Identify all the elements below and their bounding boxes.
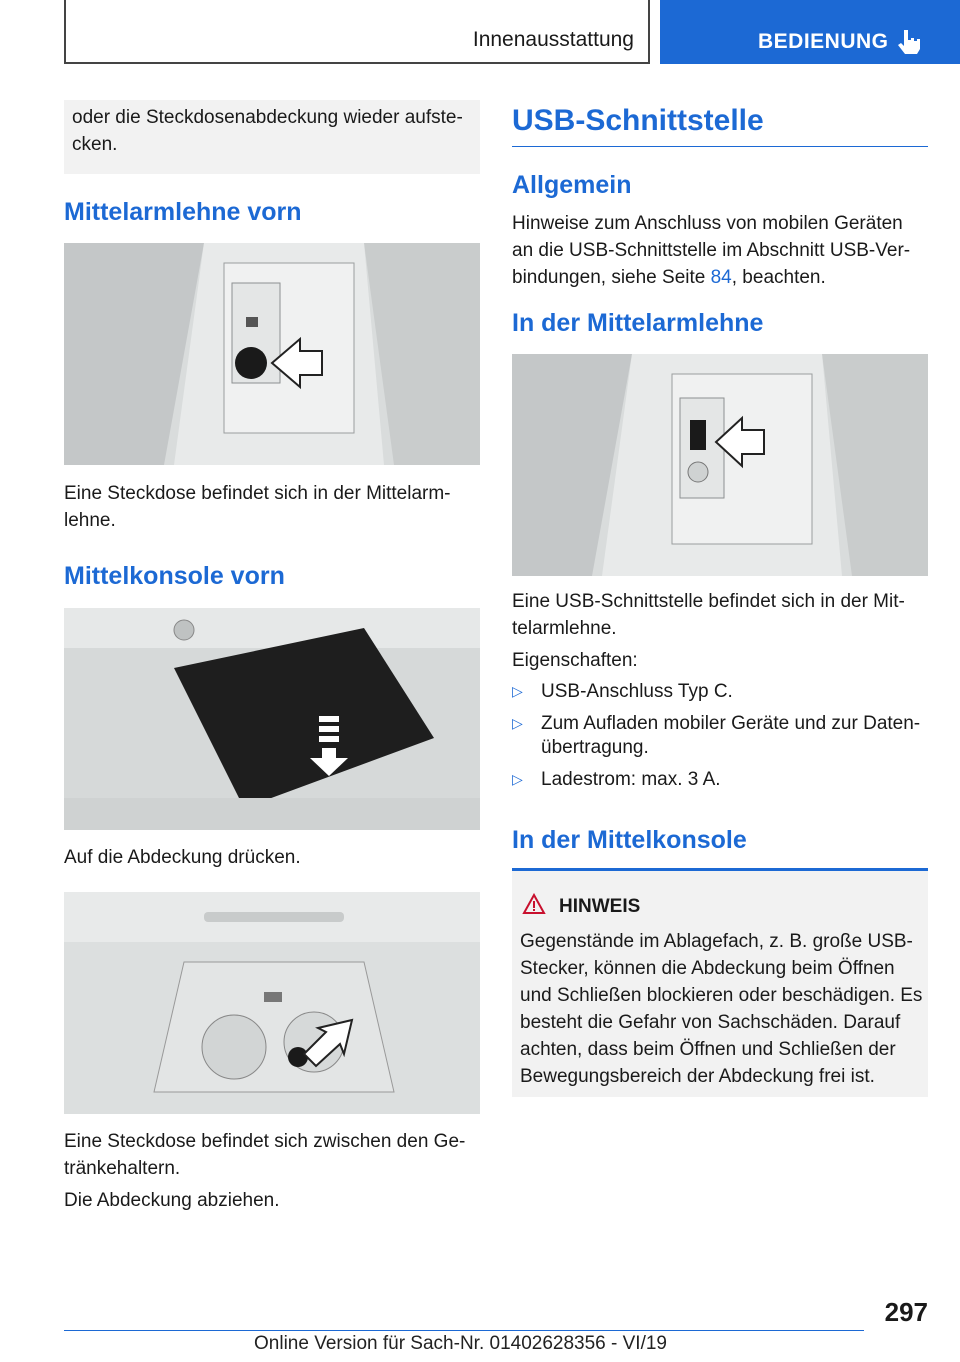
heading-center-console-front: Mittelkonsole vorn (64, 562, 285, 590)
armrest-usb-photo (512, 354, 928, 576)
cupholder-socket-photo (64, 892, 480, 1114)
notice-line: Gegenstände im Ablagefach, z. B. große USB- (520, 931, 913, 952)
header-section-title: Innenausstattung (472, 28, 634, 51)
online-version-note: Online Version für Sach-Nr. 01402628356 - VI/19 (254, 1333, 667, 1354)
properties-label: Eigenschaften: (512, 650, 638, 671)
cupholder-caption-line-2: tränkehaltern. (64, 1158, 181, 1179)
heading-in-center-console: In der Mittelkonsole (512, 826, 747, 854)
console-caption: Auf die Abdeckung drücken. (64, 847, 301, 868)
bullet-triangle-icon: ▷ (512, 771, 523, 787)
armrest-socket-photo (64, 243, 480, 465)
console-cover-photo (64, 608, 480, 830)
bullet-triangle-icon: ▷ (512, 683, 523, 699)
heading-armrest-front: Mittelarmlehne vorn (64, 198, 302, 226)
armrest-caption-line-1: Eine Steckdose befindet sich in der Mittelarm- (64, 483, 451, 504)
bullet-item: Ladestrom: max. 3 A. (541, 769, 721, 790)
header-chapter-title: BEDIENUNG (758, 30, 889, 53)
header-section-tab (64, 0, 650, 64)
page-reference-link[interactable]: 84 (710, 267, 732, 288)
general-text-line-3 (512, 264, 826, 291)
bullet-item: Zum Aufladen mobiler Geräte und zur Daten- (541, 713, 921, 734)
hand-pointer-icon (896, 28, 922, 56)
cupholder-caption-line-3: Die Abdeckung abziehen. (64, 1190, 280, 1211)
cupholder-caption-line-1: Eine Steckdose befindet sich zwischen den Ge- (64, 1131, 466, 1152)
general-text-line-1: Hinweise zum Anschluss von mobilen Geräten (512, 213, 903, 234)
warning-triangle-icon (522, 893, 546, 915)
general-text-line-3-pre: bindungen, siehe Seite (512, 267, 711, 288)
armrest-caption-line-2: lehne. (64, 510, 116, 531)
title-rule (512, 146, 928, 147)
armrest-usb-caption-line-1: Eine USB-Schnittstelle befindet sich in der Mit- (512, 591, 905, 612)
general-text-line-3-post: , beachten. (731, 267, 826, 288)
heading-in-armrest: In der Mittelarmlehne (512, 309, 764, 337)
armrest-usb-caption-line-2: telarmlehne. (512, 618, 617, 639)
heading-general: Allgemein (512, 171, 632, 199)
notice-line: und Schließen blockieren oder beschädigen. Es (520, 985, 923, 1006)
intro-text-line-1: oder die Steckdosenabdeckung wieder aufste- (72, 107, 463, 128)
general-text-line-2: an die USB-Schnittstelle im Abschnitt USB-Ver- (512, 240, 911, 261)
page-number: 297 (884, 1297, 928, 1327)
footer-rule (64, 1330, 864, 1331)
bullet-triangle-icon: ▷ (512, 715, 523, 731)
bullet-item-continuation: übertragung. (541, 737, 649, 758)
notice-line: Stecker, können die Abdeckung beim Öffnen (520, 958, 895, 979)
page-title: USB-Schnittstelle (512, 104, 764, 137)
notice-line: Bewegungsbereich der Abdeckung frei ist. (520, 1066, 875, 1087)
bullet-item: USB-Anschluss Typ C. (541, 681, 733, 702)
notice-line: besteht die Gefahr von Sachschäden. Darauf (520, 1012, 901, 1033)
intro-text-line-2: cken. (72, 134, 118, 155)
notice-label: HINWEIS (559, 896, 641, 917)
notice-line: achten, dass beim Öffnen und Schließen der (520, 1039, 896, 1060)
